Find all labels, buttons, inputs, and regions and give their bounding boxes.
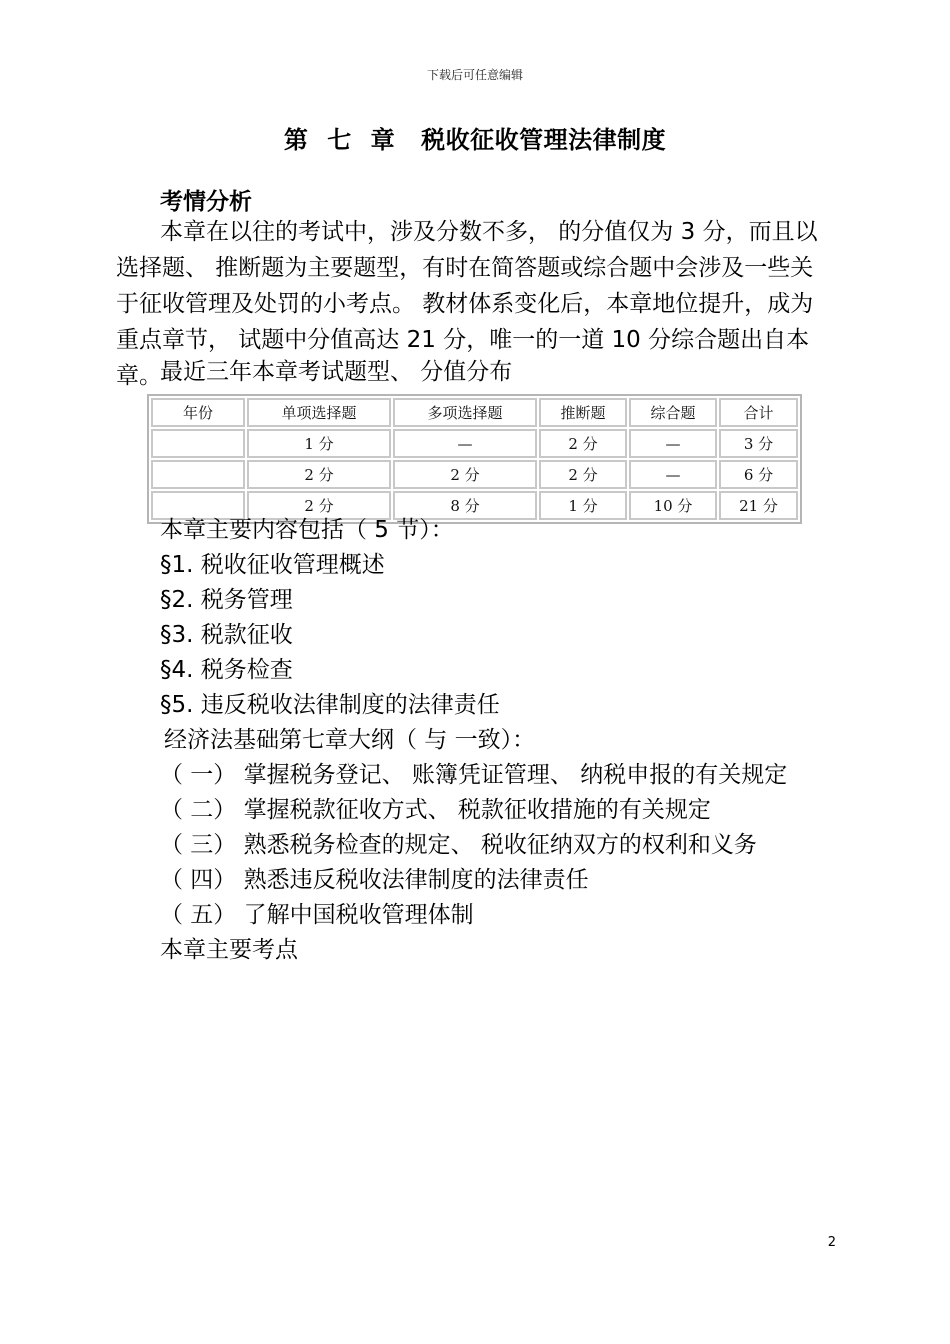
table-cell: 2 分 bbox=[247, 460, 391, 489]
paragraph-line: 选择题、 推断题为主要题型，有时在简答题或综合题中会涉及一些关 bbox=[116, 255, 814, 281]
table-cell: 21 分 bbox=[719, 491, 798, 520]
outline-item: （ 四） 熟悉违反税收法律制度的法律责任 bbox=[160, 867, 589, 893]
table-cell: 2 分 bbox=[247, 491, 391, 520]
table-header-cell: 推断题 bbox=[539, 398, 627, 427]
table-cell bbox=[151, 429, 245, 458]
table-cell: 6 分 bbox=[719, 460, 798, 489]
section-item: §4. 税务检查 bbox=[160, 657, 293, 683]
table-cell: 3 分 bbox=[719, 429, 798, 458]
table-cell bbox=[151, 460, 245, 489]
chapter-name: 税收征收管理法律制度 bbox=[421, 126, 667, 154]
table-caption: 最近三年本章考试题型、 分值分布 bbox=[160, 359, 513, 385]
table-header-cell: 单项选择题 bbox=[247, 398, 391, 427]
section-item: §2. 税务管理 bbox=[160, 587, 293, 613]
table-cell: 2 分 bbox=[539, 460, 627, 489]
table-row bbox=[151, 460, 798, 489]
outline-intro: 经济法基础第七章大纲（ 与 一致）： bbox=[164, 727, 536, 753]
table-cell: 10 分 bbox=[629, 491, 717, 520]
table-cell: 1 分 bbox=[247, 429, 391, 458]
table-cell: 2 分 bbox=[539, 429, 627, 458]
section-item: §1. 税收征收管理概述 bbox=[160, 552, 385, 578]
contents-intro: 本章主要内容包括（ 5 节）： bbox=[160, 517, 454, 543]
paragraph-line: 本章在以往的考试中，涉及分数不多， 的分值仅为 3 分，而且以 bbox=[160, 219, 818, 245]
outline-item: （ 三） 熟悉税务检查的规定、 税收征纳双方的权利和义务 bbox=[160, 832, 757, 858]
section-item: §3. 税款征收 bbox=[160, 622, 293, 648]
table-header-cell: 年份 bbox=[151, 398, 245, 427]
analysis-heading: 考情分析 bbox=[160, 189, 252, 215]
table-header-cell: 综合题 bbox=[629, 398, 717, 427]
table-cell: — bbox=[629, 460, 717, 489]
outline-item: （ 二） 掌握税款征收方式、 税款征收措施的有关规定 bbox=[160, 797, 711, 823]
page-number: 2 bbox=[827, 1235, 836, 1250]
paragraph-line: 重点章节， 试题中分值高达 21 分，唯一的一道 10 分综合题出自本章。 bbox=[116, 327, 810, 389]
table-cell: 2 分 bbox=[393, 460, 537, 489]
score-distribution-table bbox=[147, 394, 802, 524]
table-row bbox=[151, 429, 798, 458]
table-header-cell: 多项选择题 bbox=[393, 398, 537, 427]
paragraph-line: 于征收管理及处罚的小考点。 教材体系变化后，本章地位提升，成为 bbox=[116, 291, 814, 317]
table-cell: — bbox=[393, 429, 537, 458]
table-cell: — bbox=[629, 429, 717, 458]
chapter-title bbox=[0, 120, 950, 155]
outline-item: （ 一） 掌握税务登记、 账簿凭证管理、 纳税申报的有关规定 bbox=[160, 762, 788, 788]
chapter-number: 第 七 章 bbox=[283, 126, 396, 154]
table-header-row bbox=[151, 398, 798, 427]
header-note: 下载后可任意编辑 bbox=[426, 68, 523, 82]
table-header-cell: 合计 bbox=[719, 398, 798, 427]
section-item: §5. 违反税收法律制度的法律责任 bbox=[160, 692, 500, 718]
table-cell: 8 分 bbox=[393, 491, 537, 520]
key-points-heading: 本章主要考点 bbox=[160, 937, 298, 963]
outline-item: （ 五） 了解中国税收管理体制 bbox=[160, 902, 474, 928]
table-cell: 1 分 bbox=[539, 491, 627, 520]
